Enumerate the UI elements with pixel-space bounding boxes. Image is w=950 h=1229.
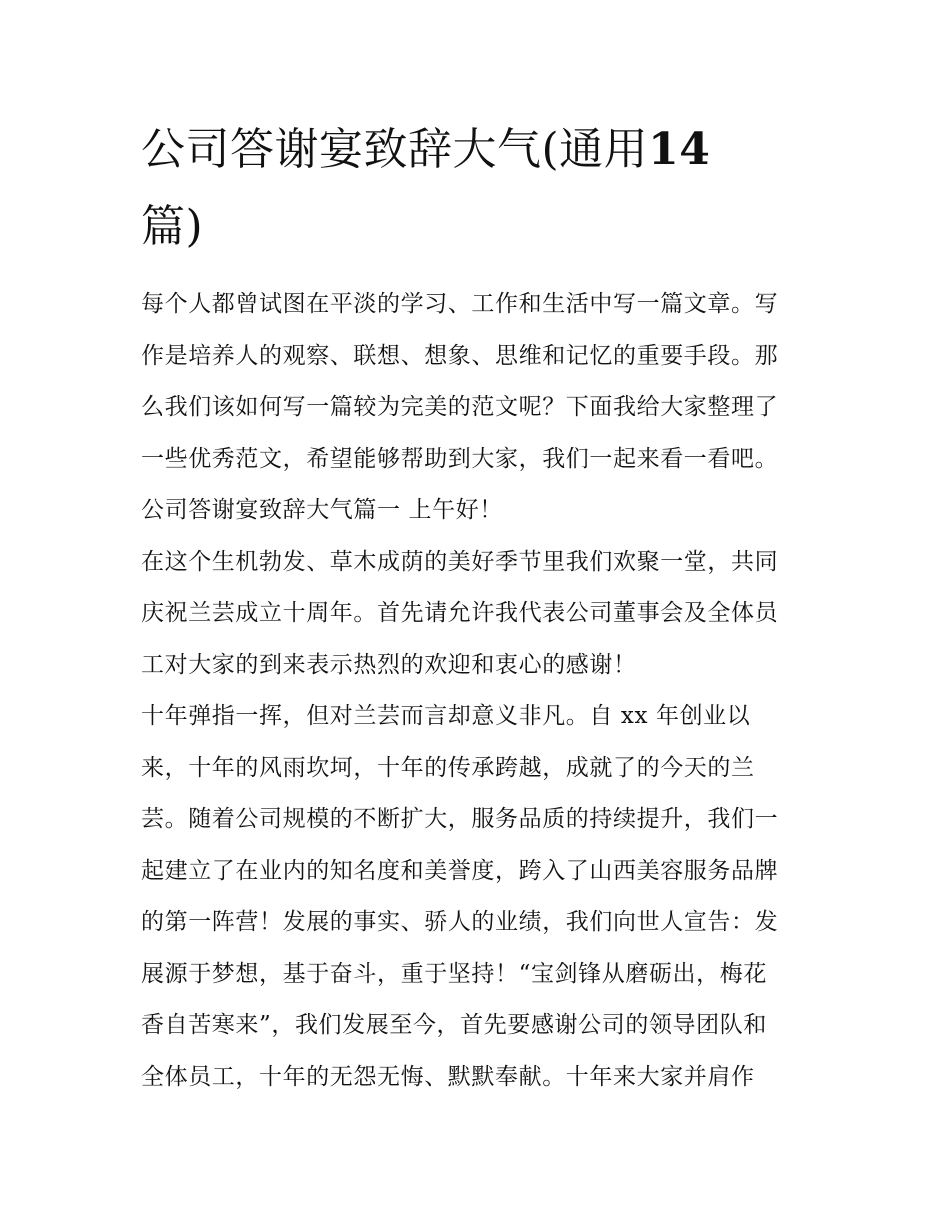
- body-line: 十年弹指一挥，但对兰芸而言却意义非凡。自 xx 年创业以: [141, 703, 751, 729]
- body-line: 的第一阵营！发展的事实、骄人的业绩，我们向世人宣告：发: [141, 909, 779, 935]
- document-body: [141, 279, 813, 1103]
- body-line: 香自苦寒来”，我们发展至今，首先要感谢公司的领导团队和: [141, 1012, 767, 1038]
- document-title: [141, 111, 813, 265]
- title-number: 14: [648, 124, 711, 175]
- document-page: [141, 0, 813, 1229]
- title-end: 篇): [141, 201, 204, 252]
- body-line: 一些优秀范文，希望能够帮助到大家，我们一起来看一看吧。: [141, 445, 779, 472]
- body-line: 工对大家的到来表示热烈的欢迎和衷心的感谢！: [141, 651, 637, 678]
- body-line: 庆祝兰芸成立十周年。首先请允许我代表公司董事会及全体员: [141, 600, 779, 626]
- body-line: 来，十年的风雨坎坷，十年的传承跨越，成就了的今天的兰: [141, 754, 755, 781]
- section-heading-line: 公司答谢宴致辞大气篇一 上午好！: [141, 497, 503, 523]
- body-line: 展源于梦想，基于奋斗，重于坚持！“宝剑锋从磨砺出，梅花: [141, 960, 767, 987]
- title-main: 公司答谢宴致辞大气(通用: [141, 124, 649, 175]
- body-line: 每个人都曾试图在平淡的学习、工作和生活中写一篇文章。写: [141, 291, 779, 317]
- body-line: 全体员工，十年的无怨无悔、默默奉献。十年来大家并肩作: [141, 1063, 755, 1090]
- body-line: 作是培养人的观察、联想、想象、思维和记忆的重要手段。那: [141, 342, 779, 369]
- body-line: 么我们该如何写一篇较为完美的范文呢？下面我给大家整理了: [141, 394, 779, 420]
- body-line: 芸。随着公司规模的不断扩大，服务品质的持续提升，我们一: [141, 806, 779, 832]
- body-line: 起建立了在业内的知名度和美誉度，跨入了山西美容服务品牌: [141, 857, 779, 884]
- body-line: 在这个生机勃发、草木成荫的美好季节里我们欢聚一堂，共同: [141, 548, 779, 575]
